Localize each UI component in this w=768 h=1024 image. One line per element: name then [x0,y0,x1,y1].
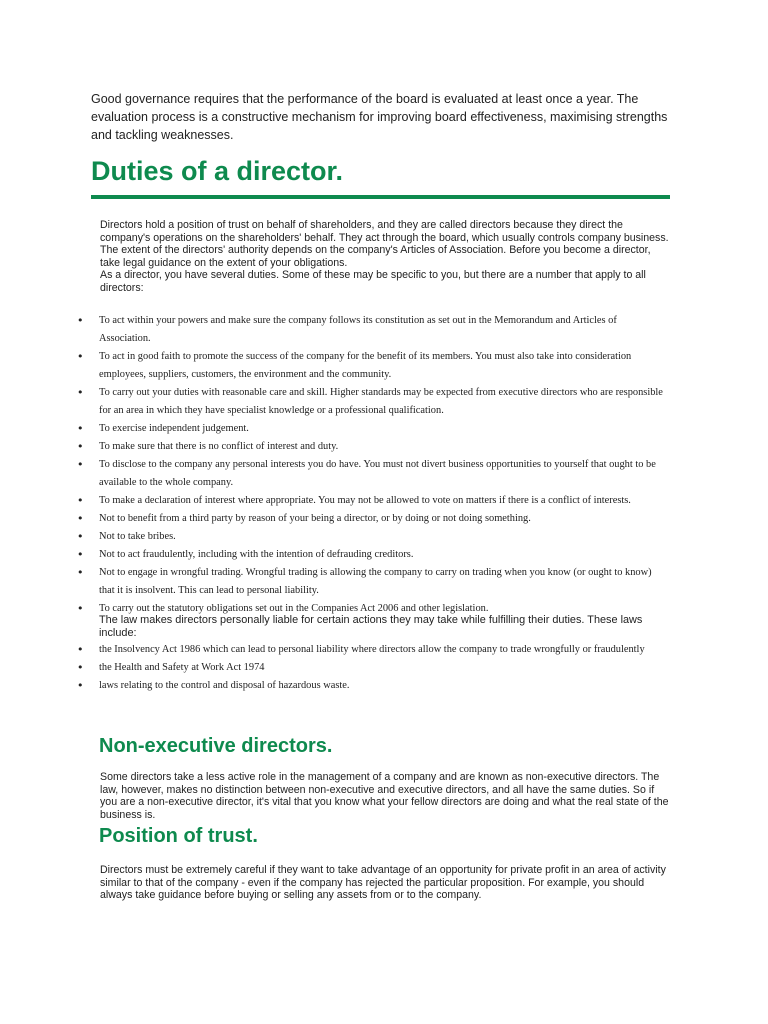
non-executive-heading: Non-executive directors. [99,735,333,757]
duty-text: To make a declaration of interest where appropriate. You may not be allowed to vote on matters if there is a conflict of interests. [99,495,631,506]
duty-text: Not to act fraudulently, including with the intention of defrauding creditors. [99,549,414,560]
duty-text: Not to engage in wrongful trading. Wrongful trading is allowing the company to carry on trading when you know (or ought to know) that it is insolvent. This can lead to personal liability. [99,567,652,596]
non-executive-paragraph: Some directors take a less active role in the management of a company and are known as non-executive directors. The law, however, makes no distinction between non-executive and executive directors, and all have the same duties. So if you are a non-executive director, it's vital that you know what your fellow directors are doing and what the real state of the business is. [100,771,669,821]
law-note: The law makes directors personally liable for certain actions they may take while fulfilling their duties. These laws include: [99,614,643,639]
position-of-trust-heading: Position of trust. [99,825,258,847]
list-item [0,348,664,384]
list-item [0,546,664,564]
list-item [0,677,664,695]
intro-paragraph-2: The extent of the directors' authority depends on the company's Articles of Association. Before you become a director, take legal guidance on the extent of your obligations. [100,244,651,269]
list-item [0,528,664,546]
list-item [0,641,664,659]
bullet-icon: • [77,494,84,507]
intro-paragraph-1: Directors hold a position of trust on behalf of shareholders, and they are called directors because they direct the company's operations on the shareholders' behalf. They act through the board, which usually controls company business. [100,219,669,244]
list-item [0,420,664,438]
bullet-icon: • [77,661,84,674]
bullet-icon: • [77,422,84,435]
list-item [0,438,664,456]
list-item [0,564,664,600]
duties-list [0,312,768,695]
duty-text: To exercise independent judgement. [99,423,249,434]
list-item [0,456,664,492]
duties-intro [100,219,670,295]
duty-text: Not to take bribes. [99,531,176,542]
intro-paragraph-3: As a director, you have several duties. Some of these may be specific to you, but there are a number that apply to all directors: [100,269,646,294]
duty-text: To act in good faith to promote the success of the company for the benefit of its members. You must also take into consideration employees, suppliers, customers, the environment and the community. [99,351,632,380]
law-text: laws relating to the control and disposal of hazardous waste. [99,680,350,691]
bullet-icon: • [77,350,84,363]
intro-paragraph: Good governance requires that the performance of the board is evaluated at least once a year. The evaluation process is a constructive mechanism for improving board effectiveness, maximising strengths and tackling weaknesses. [91,92,668,142]
list-item [0,510,664,528]
law-text: the Health and Safety at Work Act 1974 [99,662,265,673]
list-item [0,312,664,348]
bullet-icon: • [77,566,84,579]
bullet-icon: • [77,548,84,561]
heading-divider [91,195,670,199]
bullet-icon: • [77,643,84,656]
bullet-icon: • [77,440,84,453]
duty-text: To carry out the statutory obligations set out in the Companies Act 2006 and other legislation. [99,603,489,614]
bullet-icon: • [77,512,84,525]
duty-text: To carry out your duties with reasonable care and skill. Higher standards may be expected from executive directors who are responsible for an area in which they have specialist knowledge or a professional qualification. [99,387,663,416]
bullet-icon: • [77,314,84,327]
law-text: the Insolvency Act 1986 which can lead to personal liability where directors allow the company to trade wrongfully or fraudulently [99,644,645,655]
bullet-icon: • [77,386,84,399]
duty-text: To act within your powers and make sure the company follows its constitution as set out in the Memorandum and Articles of Association. [99,315,617,344]
bullet-icon: • [77,679,84,692]
duties-heading: Duties of a director. [91,156,344,186]
list-item [0,384,664,420]
bullet-icon: • [77,530,84,543]
duty-text: To disclose to the company any personal interests you do have. You must not divert business opportunities to yourself that ought to be available to the whole company. [99,459,656,488]
duty-text: Not to benefit from a third party by reason of your being a director, or by doing or not doing something. [99,513,531,524]
list-item [0,659,664,677]
list-item [0,492,664,510]
position-of-trust-paragraph: Directors must be extremely careful if they want to take advantage of an opportunity for private profit in an area of activity similar to that of the company - even if the company has rejected the particular proposition. For example, you should always take guidance before buying or selling any assets from or to the company. [100,864,666,902]
list-item [0,600,664,639]
bullet-icon: • [77,602,84,615]
duty-text: To make sure that there is no conflict of interest and duty. [99,441,339,452]
bullet-icon: • [77,458,84,471]
